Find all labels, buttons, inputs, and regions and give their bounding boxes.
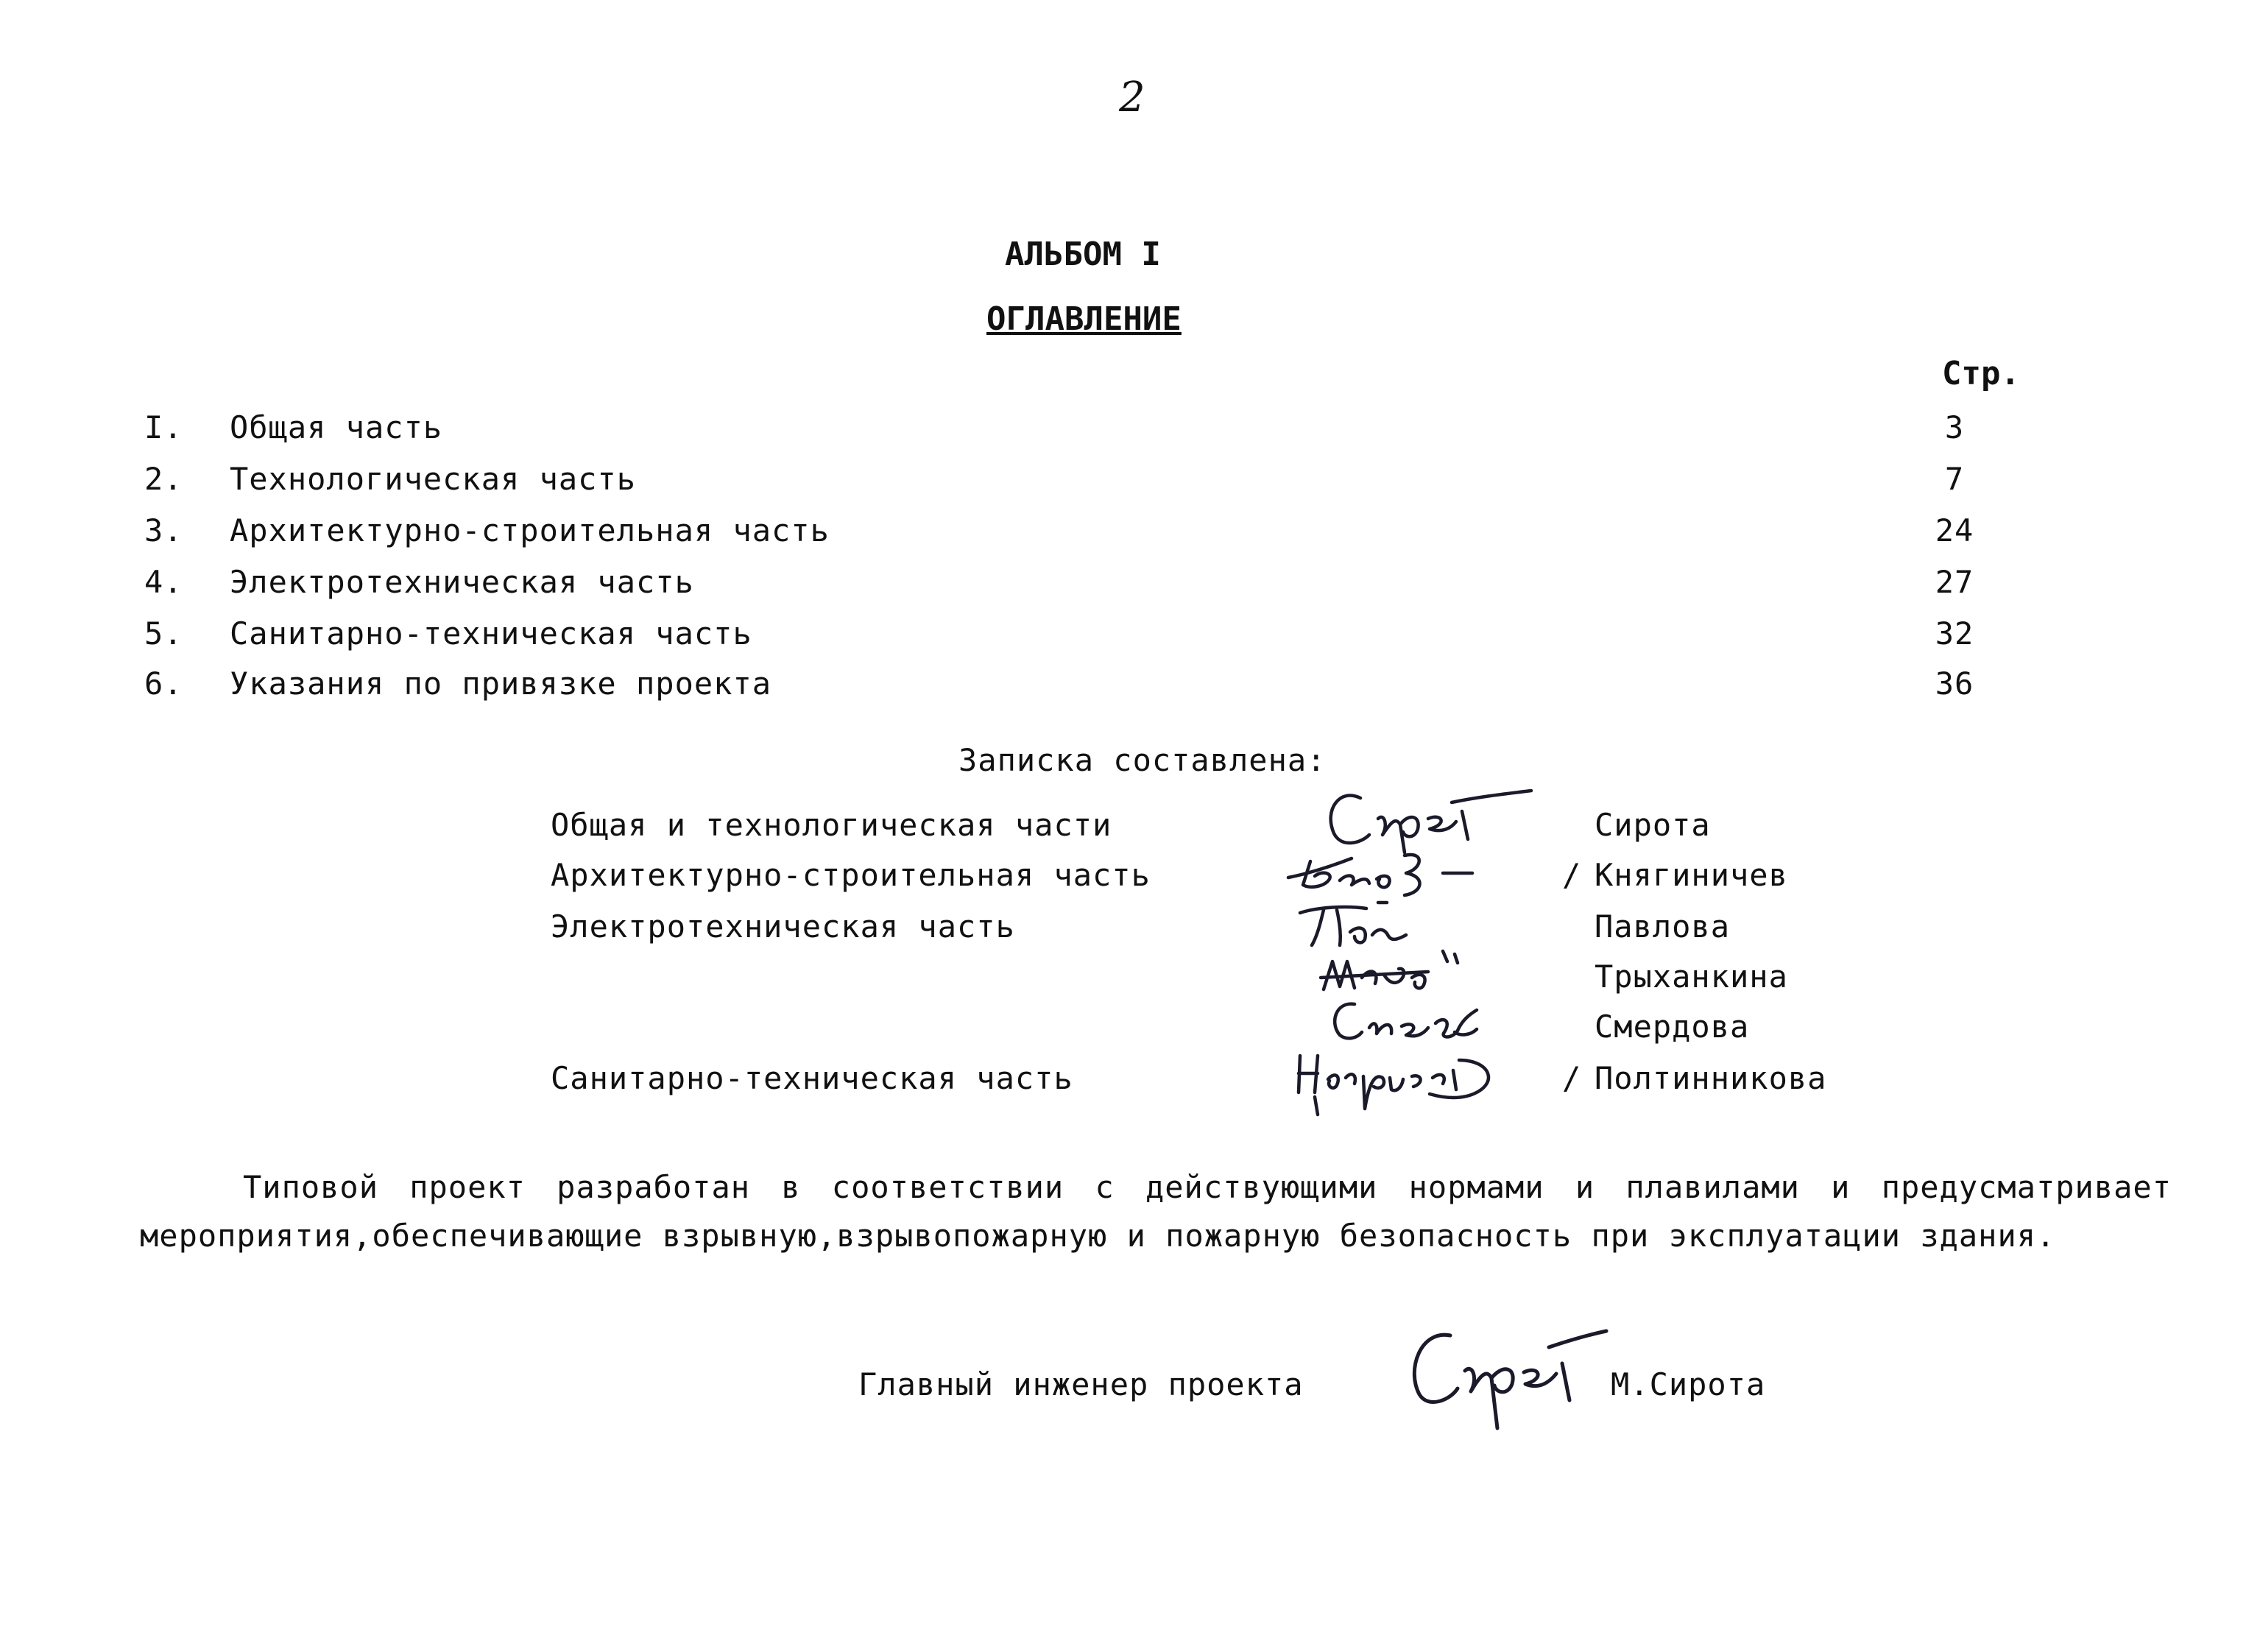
author-row [0, 857, 2260, 904]
chief-engineer-label: Главный инженер проекта [858, 1366, 1304, 1402]
author-part: Электротехническая часть [551, 908, 1015, 945]
compliance-statement: Типовой проект разработан в соответствии с действующими нормами и плавилами и предусматривает мероприятия,обеспечивающие взрывную,взрывопожарную и пожарную безопасность при эксплуатации здания. [140, 1169, 2172, 1254]
toc-title-text: Указания по привязке проекта [230, 666, 772, 702]
author-part: Санитарно-техническая часть [551, 1060, 1073, 1096]
toc-number: 4. [144, 564, 183, 600]
author-part: Общая и технологическая части [551, 807, 1112, 843]
author-name: Сирота [1595, 807, 1711, 843]
author-row [0, 807, 2260, 854]
toc-title-text: Технологическая часть [230, 461, 637, 497]
author-row [0, 908, 2260, 956]
toc-page: 7 [1944, 461, 1965, 497]
toc-row [0, 409, 2260, 456]
album-title: АЛЬБОМ I [1005, 236, 1161, 273]
toc-page: 32 [1935, 615, 1974, 652]
toc-row [0, 461, 2260, 508]
signature-sirota [1318, 780, 1539, 854]
toc-row [0, 666, 2260, 713]
toc-number: I. [144, 409, 183, 445]
author-name: Княгиничев [1595, 857, 1788, 893]
author-row [0, 1060, 2260, 1107]
signature-poltinnikova [1293, 1038, 1514, 1119]
page-number: 2 [1119, 74, 1145, 121]
toc-number: 2. [144, 461, 183, 497]
toc-row [0, 615, 2260, 663]
author-part: Архитектурно-строительная часть [551, 857, 1151, 893]
toc-page: 24 [1935, 512, 1974, 548]
chief-engineer-name: М.Сирота [1611, 1366, 1766, 1402]
author-name: Павлова [1595, 908, 1731, 945]
signature-knyaginichev [1281, 844, 1531, 903]
author-slash: / [1562, 1060, 1582, 1096]
toc-title-text: Санитарно-техническая часть [230, 615, 752, 652]
author-slash: / [1562, 857, 1582, 893]
author-name: Трыханкина [1595, 959, 1788, 995]
toc-title: ОГЛАВЛЕНИЕ [986, 300, 1182, 338]
author-row [0, 1009, 2260, 1056]
signature-chief-engineer [1399, 1318, 1612, 1436]
toc-title-text: Электротехническая часть [230, 564, 694, 600]
author-name: Полтинникова [1595, 1060, 1827, 1096]
toc-title-text: Общая часть [230, 409, 443, 445]
toc-title-text: Архитектурно-строительная часть [230, 512, 830, 548]
compiled-by-label: Записка составлена: [958, 742, 1327, 778]
toc-number: 3. [144, 512, 183, 548]
toc-row [0, 564, 2260, 611]
toc-row [0, 512, 2260, 560]
toc-page: 36 [1935, 666, 1974, 702]
toc-number: 5. [144, 615, 183, 652]
toc-page: 27 [1935, 564, 1974, 600]
page-column-header: Стр. [1942, 355, 2020, 392]
author-row [0, 959, 2260, 1006]
toc-number: 6. [144, 666, 183, 702]
author-name: Смердова [1595, 1009, 1750, 1045]
toc-page: 3 [1944, 409, 1965, 445]
